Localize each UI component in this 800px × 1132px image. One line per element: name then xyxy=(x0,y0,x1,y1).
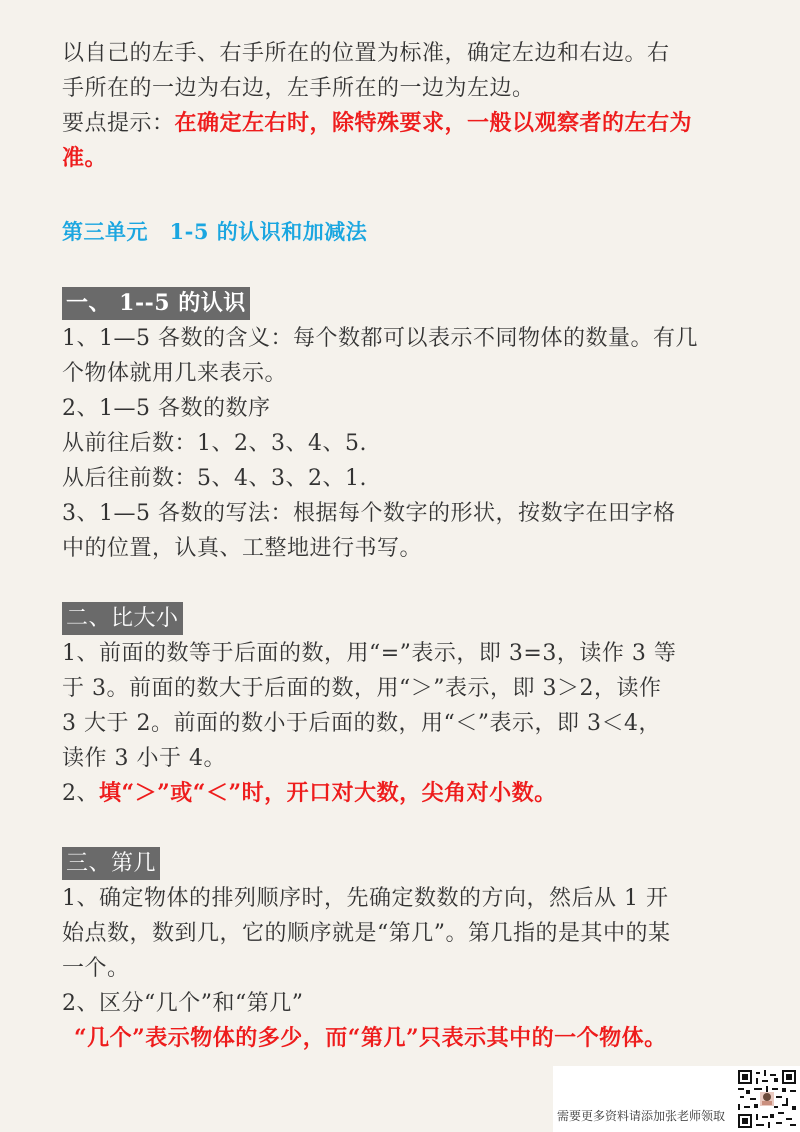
rule-highlight: “几个”表示物体的多少，而“第几”只表示其中的一个物体。 xyxy=(74,1025,667,1051)
text-line: 于 3。前面的数大于后面的数，用“＞”表示，即 3＞2，读作 xyxy=(62,676,662,701)
document-body xyxy=(62,36,742,1056)
tip-line xyxy=(62,106,742,141)
text-line: 2、1—5 各数的数序 xyxy=(62,396,271,421)
section-heading-3: 三、第几 xyxy=(62,847,160,880)
text-line: 从后往前数：5、4、3、2、1. xyxy=(62,466,367,491)
text-line: 以自己的左手、右手所在的位置为标准，确定左边和右边。右 xyxy=(62,41,670,66)
text-line: 个物体就用几来表示。 xyxy=(62,361,288,386)
text-line: 始点数，数到几，它的顺序就是“第几”。第几指的是其中的某 xyxy=(62,921,671,946)
tip-highlight: 在确定左右时，除特殊要求，一般以观察者的左右为 xyxy=(174,110,693,136)
qr-code-icon[interactable] xyxy=(738,1070,796,1128)
unit-title: 第三单元 1-5 的认识和加减法 xyxy=(62,219,368,244)
tip-highlight-cont: 准。 xyxy=(62,145,108,171)
tip-label: 要点提示： xyxy=(62,111,175,136)
text-line: 1、前面的数等于后面的数，用“=”表示，即 3=3，读作 3 等 xyxy=(62,641,677,666)
text-line: 读作 3 小于 4。 xyxy=(62,746,226,771)
rule-highlight: 填“＞”或“＜”时，开口对大数，尖角对小数。 xyxy=(99,780,557,806)
footer-text: 需要更多资料请添加张老师领取 xyxy=(557,1109,726,1123)
text-line: 2、区分“几个”和“第几” xyxy=(62,991,304,1016)
footer-banner xyxy=(553,1066,800,1132)
rule-line xyxy=(62,776,742,811)
text-line: 3 大于 2。前面的数小于后面的数，用“＜”表示，即 3＜4， xyxy=(62,711,661,736)
text-line: 手所在的一边为右边，左手所在的一边为左边。 xyxy=(62,76,535,101)
rule-number: 2、 xyxy=(62,781,99,806)
text-line: 中的位置，认真、工整地进行书写。 xyxy=(62,536,423,561)
section-heading-2: 二、比大小 xyxy=(62,602,183,635)
text-line: 1、1—5 各数的含义：每个数都可以表示不同物体的数量。有几 xyxy=(62,326,698,351)
text-line: 3、1—5 各数的写法：根据每个数字的形状，按数字在田字格 xyxy=(62,501,676,526)
text-line: 1、确定物体的排列顺序时，先确定数数的方向，然后从 1 开 xyxy=(62,886,669,911)
section-heading-1: 一、 1--5 的认识 xyxy=(62,287,250,320)
text-line: 一个。 xyxy=(62,956,130,981)
text-line: 从前往后数：1、2、3、4、5. xyxy=(62,431,367,456)
